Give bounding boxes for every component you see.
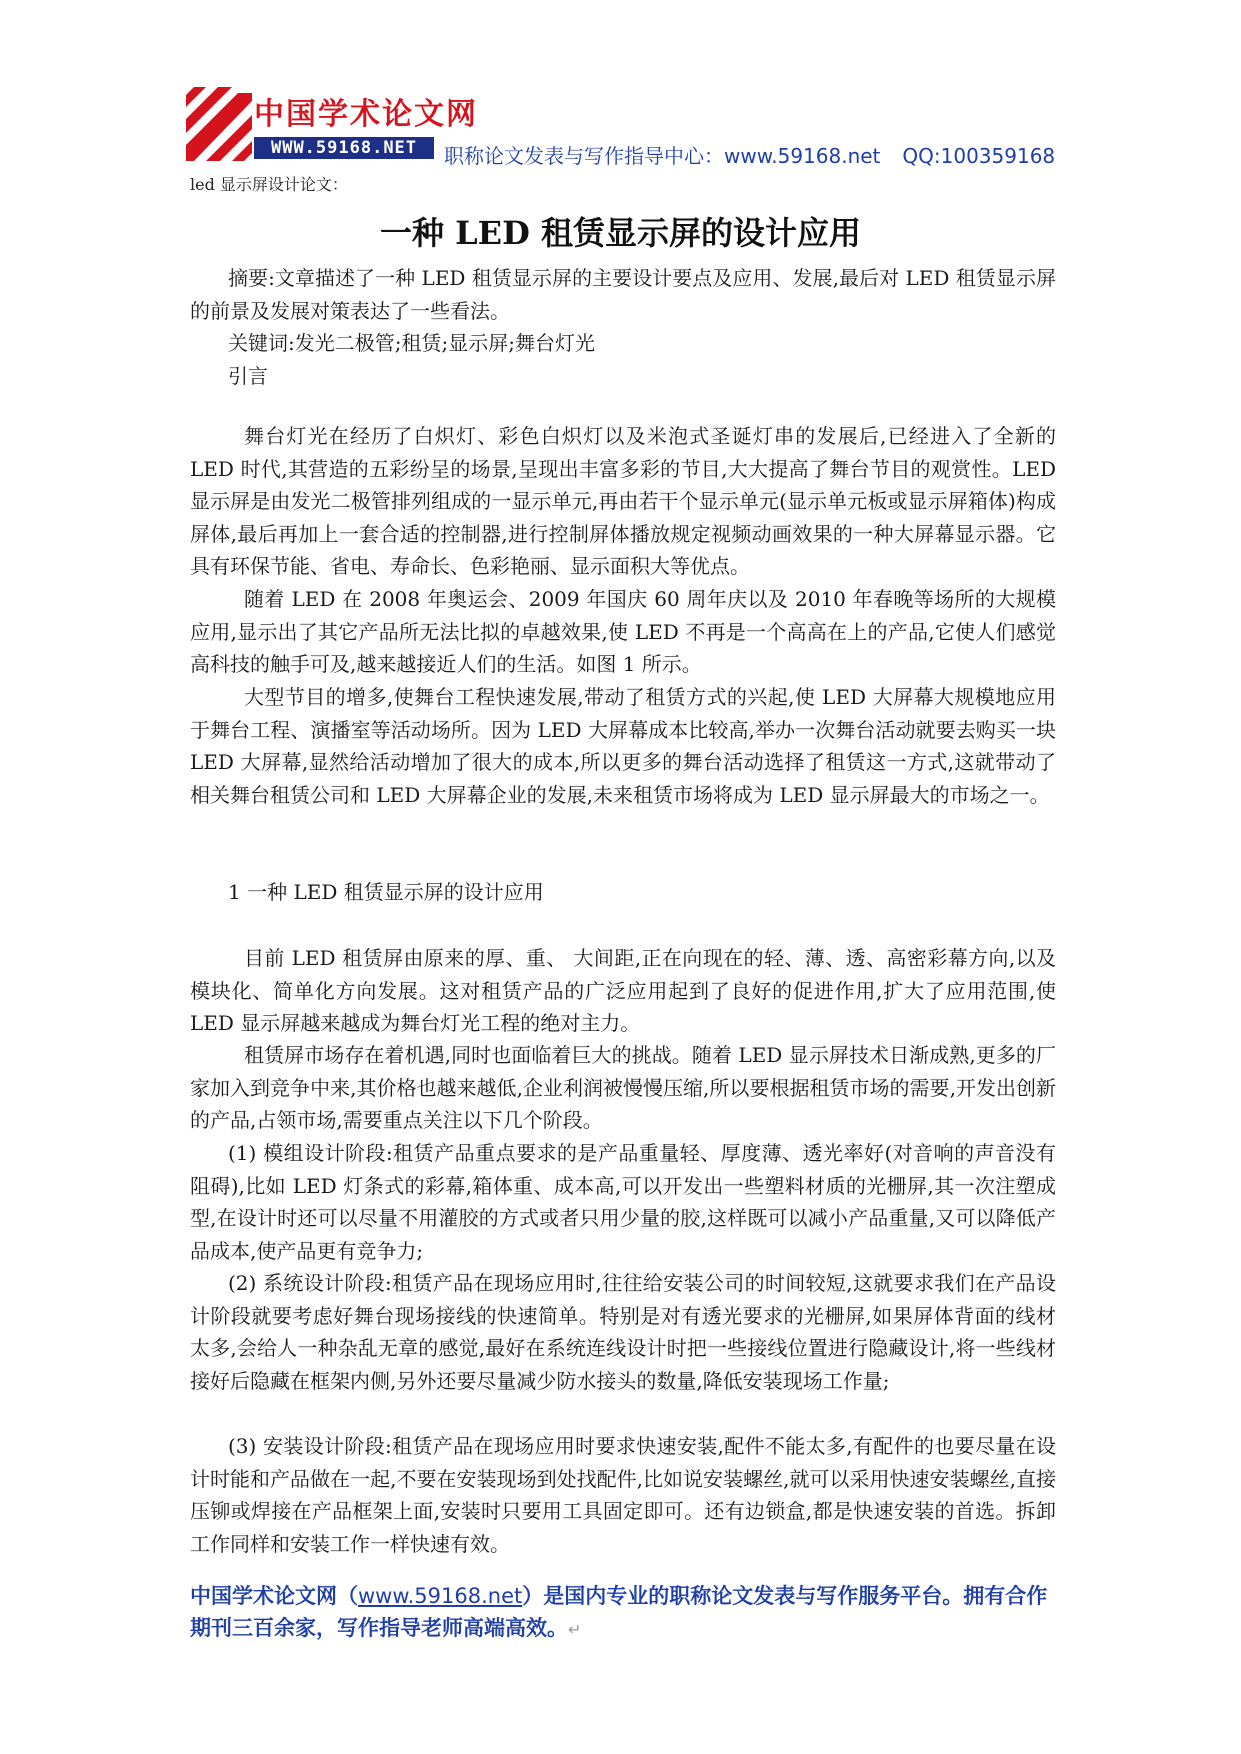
paragraph-4: 目前 LED 租赁屏由原来的厚、重、 大间距,正在向现在的轻、薄、透、高密彩幕方向,以及模块化、简单化方向发展。这对租赁产品的广泛应用起到了良好的促进作用,扩大了应用范围,使 LED 显示屏越来越成为舞台灯光工程的绝对主力。 [190,946,1056,1036]
doc-label: led 显示屏设计论文： [190,175,348,194]
header-qq: QQ:100359168 [902,144,1056,168]
footer-promo [190,1580,1060,1646]
intro-heading: 引言 [228,364,268,388]
logo-url-text: WWW.59168.NET [254,137,434,159]
logo-stripes-icon [186,87,252,161]
paragraph-5: 租赁屏市场存在着机遇,同时也面临着巨大的挑战。随着 LED 显示屏技术日渐成熟,更多的厂家加入到竞争中来,其价格也越来越低,企业利润被慢慢压缩,所以要根据租赁市场的需要,开发出创新的产品,占领市场,需要重点关注以下几个阶段。 [190,1043,1056,1133]
footer-prefix: 中国学术论文网（ [190,1584,358,1608]
paragraph-8: (3) 安装设计阶段:租赁产品在现场应用时要求快速安装,配件不能太多,有配件的也要尽量在设计时能和产品做在一起,不要在安装现场到处找配件,比如说安装螺丝,就可以采用快速安装螺丝,直接压铆或焊接在产品框架上面,安装时只要用工具固定即可。还有边锁盒,都是快速安装的首选。拆卸工作同样和安装工作一样快速有效。 [190,1434,1056,1556]
paragraph-6: (1) 模组设计阶段:租赁产品重点要求的是产品重量轻、厚度薄、透光率好(对音响的声音没有阻碍),比如 LED 灯条式的彩幕,箱体重、成本高,可以开发出一些塑料材质的光栅屏,其一次注塑成型,在设计时还可以尽量不用灌胶的方式或者只用少量的胶,这样既可以减小产品重量,又可以降低产品成本,使产品更有竞争力; [190,1141,1056,1263]
header-info [444,140,1077,169]
header-center-label[interactable]: 职称论文发表与写作指导中心：www.59168.net [444,144,881,168]
paragraph-3: 大型节目的增多,使舞台工程快速发展,带动了租赁方式的兴起,使 LED 大屏幕大规模地应用于舞台工程、演播室等活动场所。因为 LED 大屏幕成本比较高,举办一次舞台活动就要去购买一块 LED 大屏幕,显然给活动增加了很大的成本,所以更多的舞台活动选择了租赁这一方式,这就带动了相关舞台租赁公司和 LED 大屏幕企业的发展,未来租赁市场将成为 LED 显示屏最大的市场之一。 [190,685,1056,807]
abstract: 摘要:文章描述了一种 LED 租赁显示屏的主要设计要点及应用、发展,最后对 LED 租赁显示屏的前景及发展对策表达了一些看法。 [190,266,1056,323]
site-logo[interactable] [186,87,478,161]
logo-chinese-text: 中国学术论文网 [254,97,478,132]
return-mark-icon: ↵ [568,1620,582,1639]
paragraph-2: 随着 LED 在 2008 年奥运会、2009 年国庆 60 周年庆以及 2010 年春晚等场所的大规模应用,显示出了其它产品所无法比拟的卓越效果,使 LED 不再是一个高高在上的产品,它使人们感觉高科技的触手可及,越来越接近人们的生活。如图 1 所示。 [190,587,1056,677]
page-title: 一种 LED 租赁显示屏的设计应用 [380,214,861,252]
paragraph-7: (2) 系统设计阶段:租赁产品在现场应用时,往往给安装公司的时间较短,这就要求我们在产品设计阶段就要考虑好舞台现场接线的快速简单。特别是对有透光要求的光栅屏,如果屏体背面的线材太多,会给人一种杂乱无章的感觉,最好在系统连线设计时把一些接线位置进行隐藏设计,将一些线材接好后隐藏在框架内侧,另外还要尽量减少防水接头的数量,降低安装现场工作量; [190,1271,1056,1393]
paragraph-1: 舞台灯光在经历了白炽灯、彩色白炽灯以及米泡式圣诞灯串的发展后,已经进入了全新的 LED 时代,其营造的五彩纷呈的场景,呈现出丰富多彩的节目,大大提高了舞台节目的观赏性。LED 显示屏是由发光二极管排列组成的一显示单元,再由若干个显示单元(显示单元板或显示屏箱体)构成屏体,最后再加上一套合适的控制器,进行控制屏体播放规定视频动画效果的一种大屏幕显示器。它具有环保节能、省电、寿命长、色彩艳丽、显示面积大等优点。 [190,424,1056,579]
footer-suffix: ）是国内专业的职称论文发表与写作服务平台。拥有合作期刊三百余家，写作指导老师高端高效。 [190,1584,1048,1640]
keywords: 关键词:发光二极管;租赁;显示屏;舞台灯光 [228,331,595,355]
section-heading-1: 1 一种 LED 租赁显示屏的设计应用 [228,880,544,904]
footer-link[interactable]: www.59168.net [358,1584,523,1608]
